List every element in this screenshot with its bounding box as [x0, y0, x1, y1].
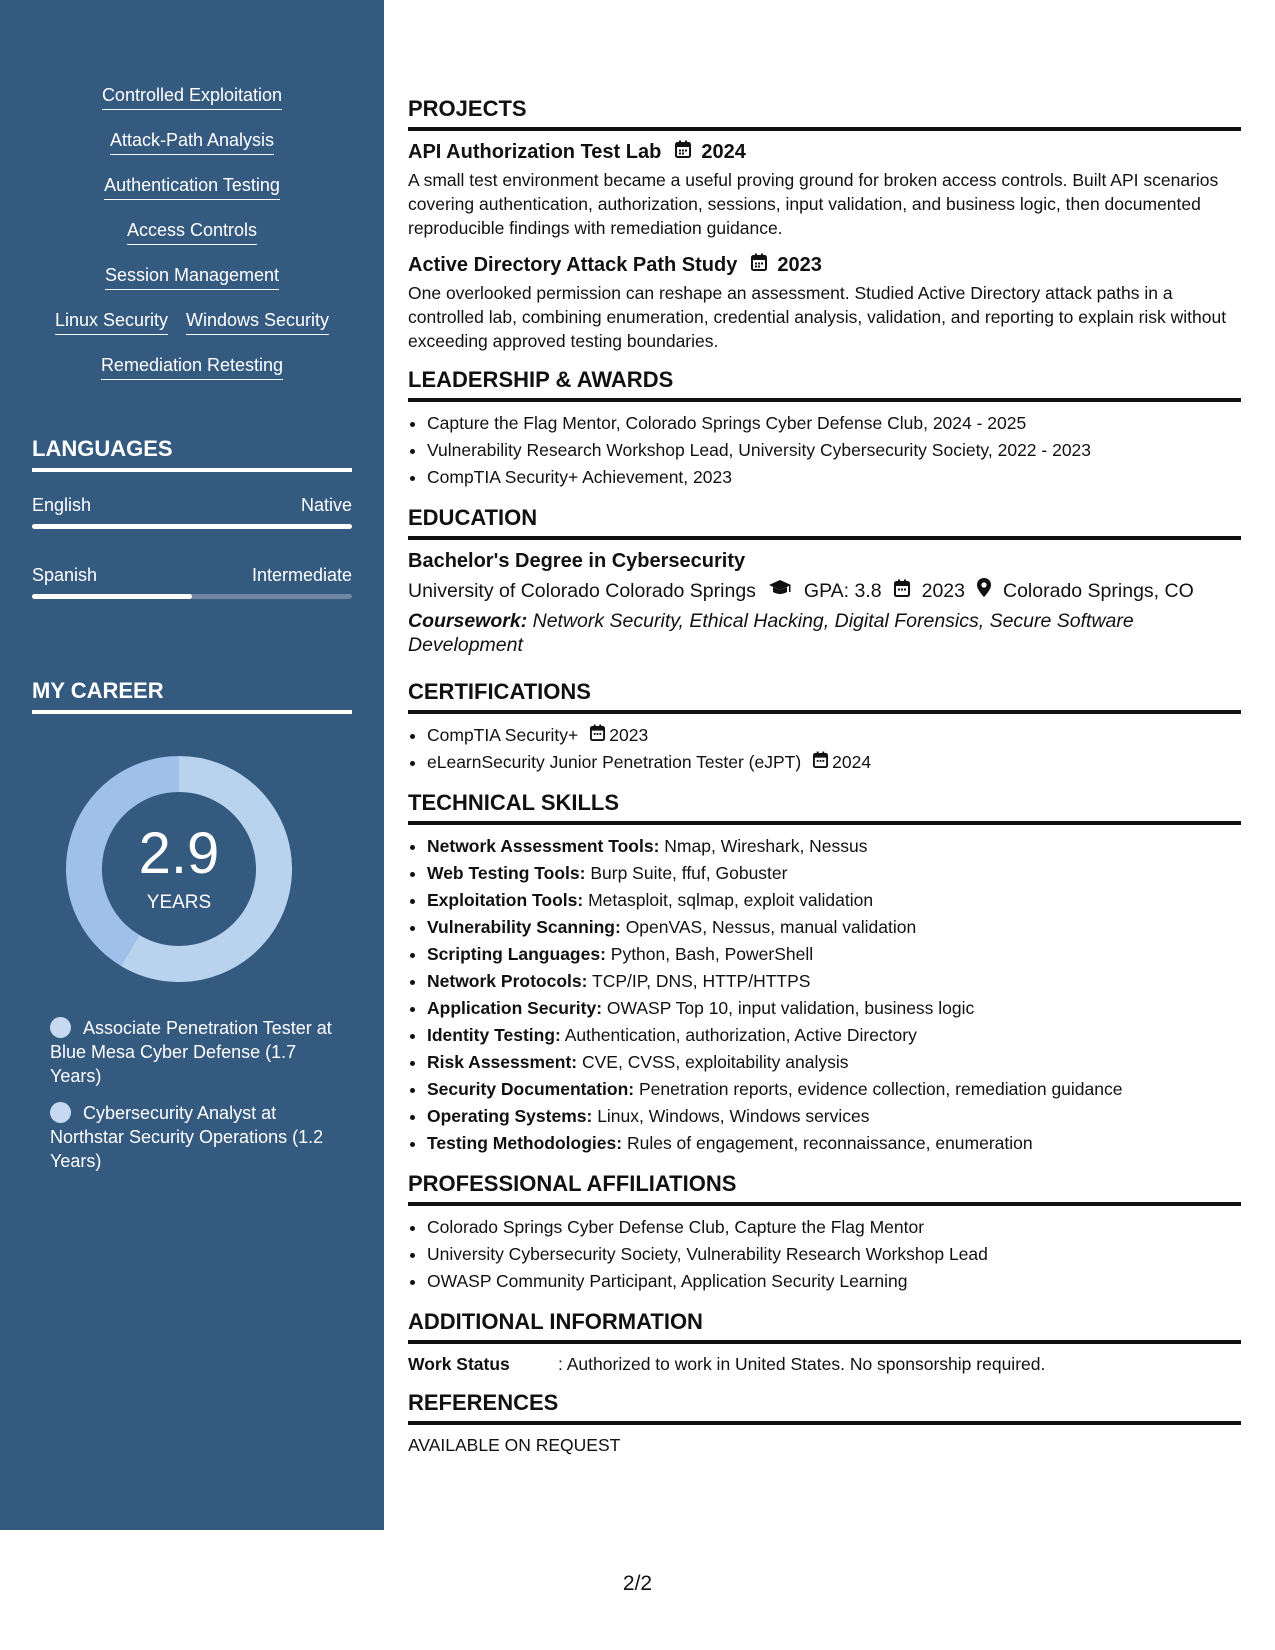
sidebar [0, 0, 384, 1530]
skill-value: Penetration reports, evidence collection, remediation guidance [634, 1079, 1123, 1099]
language-name: Spanish [32, 565, 98, 585]
work-status-label: Work Status [408, 1354, 510, 1374]
career-dot [50, 1102, 71, 1123]
skill-row [0, 84, 384, 129]
skill-item [427, 887, 1241, 914]
language-level: Native [300, 495, 352, 515]
technical-skills-section [408, 790, 1241, 1157]
skill-label: Network Protocols: [427, 971, 588, 991]
section-heading: LEADERSHIP & AWARDS [408, 367, 1241, 402]
skill-tag: Linux Security [55, 309, 168, 335]
project-year: 2024 [701, 141, 746, 163]
project-description: One overlooked permission can reshape an assessment. Studied Active Directory attack paths in a controlled lab, combining enumeration, credential analysis, validation, and reporting to explain risk without exceeding approved testing boundaries. [408, 283, 1227, 351]
project-item [408, 139, 1241, 240]
coursework [408, 609, 1241, 657]
certification-item [427, 749, 1241, 776]
skill-label: Risk Assessment: [427, 1052, 578, 1072]
list-item: • University Cybersecurity Society, Vulnerability Research Workshop Lead [427, 1241, 1241, 1268]
skill-label: Operating Systems: [427, 1106, 593, 1126]
career-item [50, 1016, 340, 1088]
section-heading: PROJECTS [408, 96, 1241, 131]
certifications-list [408, 722, 1241, 776]
career-item-text: Cybersecurity Analyst at Northstar Security Operations (1.2 Years) [50, 1103, 324, 1171]
skill-label: Scripting Languages: [427, 944, 606, 964]
technical-skills-list [408, 833, 1241, 1157]
skill-value: TCP/IP, DNS, HTTP/HTTPS [587, 971, 811, 991]
career-donut [66, 756, 292, 982]
skill-item [427, 1049, 1241, 1076]
skill-tags [0, 84, 384, 399]
language-english [32, 494, 352, 529]
references-section [408, 1390, 1241, 1457]
skill-item [427, 860, 1241, 887]
education-details [408, 577, 1241, 605]
career-item [50, 1101, 340, 1173]
skill-label: Identity Testing: [427, 1025, 561, 1045]
list-item: • Colorado Springs Cyber Defense Club, Capture the Flag Mentor [427, 1214, 1241, 1241]
skill-item [427, 914, 1241, 941]
career-unit: YEARS [146, 892, 212, 913]
skill-value: Metasploit, sqlmap, exploit validation [583, 890, 874, 910]
skill-label: Testing Methodologies: [427, 1133, 623, 1153]
career-dot [50, 1017, 71, 1038]
references-text: AVAILABLE ON REQUEST [408, 1435, 621, 1455]
skill-tag: Authentication Testing [104, 174, 280, 200]
project-title: API Authorization Test Lab [408, 141, 662, 163]
coursework-label: Coursework: [408, 610, 528, 632]
calendar-icon [894, 577, 910, 605]
skill-item [427, 968, 1241, 995]
skill-value: OpenVAS, Nessus, manual validation [620, 917, 917, 937]
skill-value: Linux, Windows, Windows services [592, 1106, 870, 1126]
skill-tag: Remediation Retesting [101, 354, 283, 380]
skill-row [0, 219, 384, 264]
section-heading: REFERENCES [408, 1390, 1241, 1425]
projects-section [408, 96, 1241, 353]
section-heading: ADDITIONAL INFORMATION [408, 1309, 1241, 1344]
skill-tag: Attack-Path Analysis [110, 129, 274, 155]
certification-item [427, 722, 1241, 749]
skill-tag: Access Controls [127, 219, 257, 245]
skill-value: Rules of engagement, reconnaissance, enumeration [622, 1133, 1033, 1153]
skill-row [0, 354, 384, 399]
certification-name: • CompTIA Security+ [427, 725, 579, 745]
leadership-list [408, 410, 1241, 491]
skill-item [427, 1103, 1241, 1130]
skill-item [427, 1022, 1241, 1049]
project-item [408, 252, 1241, 353]
skill-label: Vulnerability Scanning: [427, 917, 621, 937]
graduation-cap-icon [768, 577, 792, 605]
skill-value: Nmap, Wireshark, Nessus [659, 836, 868, 856]
list-item: • CompTIA Security+ Achievement, 2023 [427, 464, 1241, 491]
certification-year: 2024 [832, 752, 872, 772]
skill-label: Application Security: [427, 998, 603, 1018]
list-item: • Capture the Flag Mentor, Colorado Springs Cyber Defense Club, 2024 - 2025 [427, 410, 1241, 437]
languages-heading: LANGUAGES [32, 436, 352, 472]
calendar-icon [813, 749, 828, 776]
skill-value: Python, Bash, PowerShell [605, 944, 814, 964]
skill-label: Exploitation Tools: [427, 890, 584, 910]
calendar-icon [751, 252, 767, 278]
skill-label: Web Testing Tools: [427, 863, 586, 883]
section-heading: EDUCATION [408, 505, 1241, 540]
skill-tag: Windows Security [186, 309, 329, 335]
career-list [50, 1016, 340, 1186]
skill-tag: Controlled Exploitation [102, 84, 282, 110]
language-bar-fill [32, 524, 352, 529]
section-heading: TECHNICAL SKILLS [408, 790, 1241, 825]
main-content [408, 96, 1241, 1471]
gpa: GPA: 3.8 [803, 580, 882, 602]
project-description: A small test environment became a useful proving ground for broken access controls. Built API scenarios covering authentication, authorization, sessions, input validation, and business logic, then documented reproducible findings with remediation guidance. [408, 170, 1219, 238]
skill-row [0, 129, 384, 174]
career-heading: MY CAREER [32, 678, 352, 714]
degree-title: Bachelor's Degree in Cybersecurity [408, 550, 746, 572]
skill-row [0, 309, 384, 354]
skill-item [427, 1130, 1241, 1157]
page-number: 2/2 [622, 1572, 653, 1595]
language-level: Intermediate [251, 565, 352, 585]
skill-value: Authentication, authorization, Active Directory [560, 1025, 917, 1045]
language-bar-fill [32, 594, 192, 599]
certification-name: • eLearnSecurity Junior Penetration Tester (eJPT) [427, 752, 802, 772]
work-status-value: : Authorized to work in United States. No sponsorship required. [558, 1354, 1046, 1374]
skill-row [0, 264, 384, 309]
skill-label: Security Documentation: [427, 1079, 635, 1099]
calendar-icon [590, 722, 605, 749]
section-heading: CERTIFICATIONS [408, 679, 1241, 714]
skill-item [427, 941, 1241, 968]
skill-value: CVE, CVSS, exploitability analysis [577, 1052, 849, 1072]
certification-year: 2023 [609, 725, 649, 745]
skill-row [0, 174, 384, 219]
career-total: 2.9 [138, 821, 220, 886]
skill-item [427, 833, 1241, 860]
additional-info-section [408, 1309, 1241, 1376]
graduation-year: 2023 [921, 580, 965, 602]
language-spanish [32, 564, 352, 599]
leadership-section [408, 367, 1241, 491]
location-pin-icon [977, 577, 991, 605]
career-item-text: Associate Penetration Tester at Blue Mesa Cyber Defense (1.7 Years) [50, 1018, 332, 1086]
skill-item [427, 995, 1241, 1022]
education-section [408, 505, 1241, 657]
coursework-list: Network Security, Ethical Hacking, Digital Forensics, Secure Software Development [408, 610, 1134, 656]
language-name: English [32, 495, 92, 515]
certifications-section [408, 679, 1241, 776]
skill-value: OWASP Top 10, input validation, business logic [602, 998, 975, 1018]
affiliations-list [408, 1214, 1241, 1295]
project-title: Active Directory Attack Path Study [408, 254, 738, 276]
skill-item [427, 1076, 1241, 1103]
skill-value: Burp Suite, ffuf, Gobuster [585, 863, 788, 883]
affiliations-section [408, 1171, 1241, 1295]
list-item: • Vulnerability Research Workshop Lead, University Cybersecurity Society, 2022 - 2023 [427, 437, 1241, 464]
calendar-icon [675, 139, 691, 165]
section-heading: PROFESSIONAL AFFILIATIONS [408, 1171, 1241, 1206]
project-year: 2023 [777, 254, 822, 276]
language-bar [32, 524, 352, 529]
school-name: University of Colorado Colorado Springs [408, 580, 756, 602]
language-bar [32, 594, 352, 599]
school-location: Colorado Springs, CO [1003, 580, 1194, 602]
skill-label: Network Assessment Tools: [427, 836, 660, 856]
list-item: • OWASP Community Participant, Application Security Learning [427, 1268, 1241, 1295]
skill-tag: Session Management [105, 264, 279, 290]
